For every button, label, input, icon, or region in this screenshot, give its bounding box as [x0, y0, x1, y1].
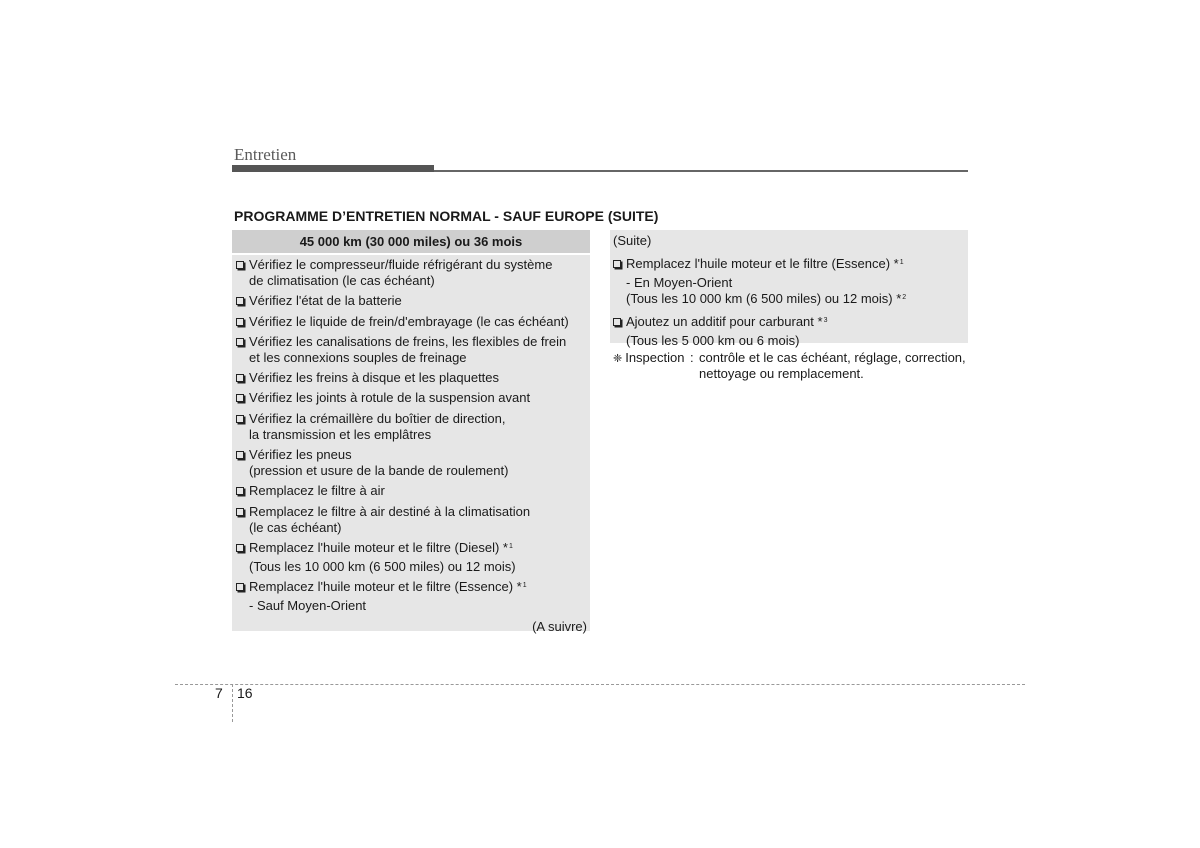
item-line: Vérifiez les pneus	[249, 447, 352, 463]
continued-from-label: (Suite)	[613, 233, 652, 248]
maintenance-item	[232, 579, 590, 614]
footer-divider	[232, 684, 233, 722]
inspection-label-text: Inspection	[625, 350, 685, 365]
item-line-with-footnote	[249, 579, 590, 598]
item-line: Vérifiez les freins à disque et les plaquettes	[249, 370, 500, 386]
item-line: - Sauf Moyen-Orient	[249, 598, 367, 614]
checkbox-icon	[236, 394, 244, 402]
item-line-text: Remplacez l'huile moteur et le filtre (Diesel) *	[249, 539, 508, 555]
item-line: Vérifiez les canalisations de freins, les flexibles de frein	[249, 333, 567, 349]
item-line-text: Ajoutez un additif pour carburant *	[626, 314, 823, 329]
item-line: la transmission et les emplâtres	[249, 426, 432, 442]
item-line: Vérifiez les joints à rotule de la suspension avant	[249, 390, 531, 406]
maintenance-list	[232, 255, 590, 635]
item-line: (Tous les 5 000 km ou 6 mois)	[626, 333, 800, 348]
item-line: Vérifiez la crémaillère du boîtier de direction,	[249, 410, 506, 426]
checkbox-icon	[613, 318, 621, 326]
sparkle-icon: ❈	[613, 352, 623, 365]
item-line: Remplacez le filtre à air destiné à la climatisation	[249, 503, 531, 519]
header-rule	[434, 170, 968, 172]
item-line: et les connexions souples de freinage	[249, 349, 467, 365]
item-line: (le cas échéant)	[249, 519, 342, 535]
item-line: (pression et usure de la bande de roulement)	[249, 463, 509, 479]
page-title: PROGRAMME D’ENTRETIEN NORMAL - SAUF EUROPE (SUITE)	[234, 208, 659, 224]
maintenance-item	[232, 504, 590, 536]
maintenance-item	[610, 314, 968, 349]
item-line: de climatisation (le cas échéant)	[249, 273, 435, 288]
maintenance-item	[232, 314, 590, 330]
footnote-marker: 1	[508, 542, 513, 550]
checkbox-icon	[236, 451, 244, 459]
section-title: Entretien	[234, 145, 297, 164]
checkbox-icon	[236, 415, 244, 423]
inspection-label	[613, 350, 690, 382]
item-line: Vérifiez le liquide de frein/d'embrayage (le cas échéant)	[249, 313, 569, 329]
checkbox-icon	[613, 260, 621, 268]
maintenance-table-right	[610, 230, 968, 348]
inspection-separator: :	[690, 350, 694, 365]
checkbox-icon	[236, 583, 244, 591]
item-line: Remplacez le filtre à air	[249, 483, 385, 499]
page-number: 16	[237, 685, 253, 701]
item-line-with-footnote	[626, 291, 968, 310]
maintenance-item	[232, 370, 590, 386]
maintenance-item	[232, 411, 590, 443]
inspection-line: contrôle et le cas échéant, réglage, correction,	[699, 350, 966, 365]
item-line-with-footnote	[626, 314, 968, 333]
inspection-note	[613, 350, 966, 382]
footnote-marker: 1	[899, 259, 904, 266]
maintenance-table-left	[232, 230, 590, 634]
checkbox-icon	[236, 487, 244, 495]
header-rule-thick	[232, 165, 434, 172]
maintenance-item	[232, 257, 590, 289]
checkbox-icon	[236, 544, 244, 552]
maintenance-item	[610, 256, 968, 310]
interval-heading: 45 000 km (30 000 miles) ou 36 mois	[232, 230, 590, 255]
checkbox-icon	[236, 338, 244, 346]
checkbox-icon	[236, 297, 244, 305]
maintenance-item	[232, 390, 590, 406]
item-line: Vérifiez l'état de la batterie	[249, 293, 402, 309]
continued-label: (A suivre)	[532, 618, 587, 634]
checkbox-icon	[236, 374, 244, 382]
footer-rule	[175, 684, 1025, 685]
item-line-with-footnote	[626, 256, 968, 275]
item-line-text: Remplacez l'huile moteur et le filtre (Essence) *	[626, 256, 899, 271]
checkbox-icon	[236, 508, 244, 516]
item-line: - En Moyen-Orient	[626, 275, 733, 290]
item-line-text: Remplacez l'huile moteur et le filtre (Essence) *	[249, 579, 522, 595]
footnote-marker: 1	[522, 582, 527, 590]
item-line-text: (Tous les 10 000 km (6 500 miles) ou 12 mois) *	[626, 291, 902, 306]
checkbox-icon	[236, 318, 244, 326]
item-line-with-footnote	[249, 540, 590, 559]
checkbox-icon	[236, 261, 244, 269]
maintenance-item	[232, 483, 590, 499]
footnote-marker: 2	[902, 294, 907, 301]
maintenance-item	[232, 334, 590, 366]
maintenance-item	[232, 540, 590, 575]
chapter-number: 7	[215, 685, 223, 701]
item-line: (Tous les 10 000 km (6 500 miles) ou 12 mois)	[249, 558, 516, 574]
maintenance-item	[232, 447, 590, 479]
footnote-marker: 3	[823, 317, 828, 324]
item-line: Vérifiez le compresseur/fluide réfrigérant du système	[249, 257, 553, 272]
inspection-definition	[699, 350, 966, 382]
maintenance-item	[232, 293, 590, 309]
inspection-line: nettoyage ou remplacement.	[699, 366, 864, 381]
